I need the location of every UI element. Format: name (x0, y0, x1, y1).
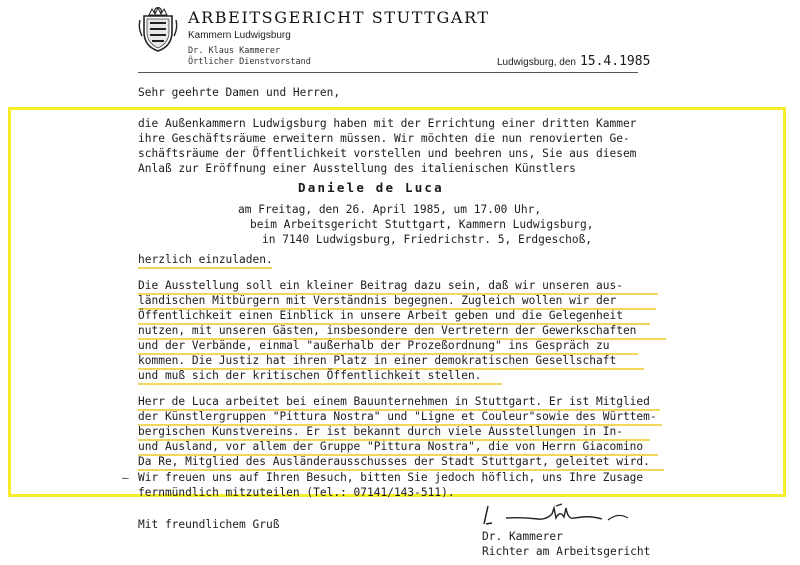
event-line: in 7140 Ludwigsburg, Friedrichstr. 5, Erdgeschoß, (262, 233, 593, 246)
highlight-underline (138, 383, 502, 385)
intro-line: die Außenkammern Ludwigsburg haben mit der Errichtung einer dritten Kammer (138, 117, 637, 130)
signature-title: Richter am Arbeitsgericht (482, 545, 651, 558)
intro-line: schäftsräume der Öffentlichkeit vorstellen und beehren uns, Sie aus diesem (138, 147, 637, 160)
event-line: am Freitag, den 26. April 1985, um 17.00 Uhr, (238, 203, 542, 216)
paragraph3-line: bergischen Kunstvereins. Er ist bekannt durch viele Ausstellungen in In- (138, 425, 623, 438)
judge-name: Dr. Klaus Kammerer (188, 46, 281, 56)
artist-name: Daniele de Luca (298, 180, 444, 195)
judge-role: Örtlicher Dienstvorstand (188, 57, 311, 67)
event-line: beim Arbeitsgericht Stuttgart, Kammern Ludwigsburg, (250, 218, 594, 231)
salutation: Sehr geehrte Damen und Herren, (138, 86, 341, 99)
paragraph2-line: nutzen, mit unseren Gästen, insbesondere den Vertretern der Gewerkschaften (138, 324, 637, 337)
header-rule (138, 72, 638, 73)
letter-date: 15.4.1985 (579, 54, 651, 69)
court-name: ARBEITSGERICHT STUTTGART (188, 8, 490, 27)
paragraph2-line: Die Ausstellung soll ein kleiner Beitrag dazu sein, daß wir unseren aus- (138, 279, 623, 292)
intro-line: Anlaß zur Eröffnung einer Ausstellung des italienischen Künstlers (138, 162, 576, 175)
closing-request-line: Wir freuen uns auf Ihren Besuch, bitten Sie jedoch höflich, uns Ihre Zusage (138, 471, 644, 484)
invite-line: herzlich einzuladen. (138, 253, 273, 266)
paragraph3-line: Herr de Luca arbeitet bei einem Bauunternehmen in Stuttgart. Er ist Mitglied (138, 395, 650, 408)
signature-name: Dr. Kammerer (482, 530, 563, 543)
paragraph2-line: Öffentlichkeit einen Einblick in unsere Arbeit geben und die Gelegenheit (138, 309, 623, 322)
highlight-underline (138, 267, 272, 269)
paragraph2-line: und muß sich der kritischen Öffentlichkeit stellen. (138, 369, 482, 382)
paragraph2-line: und der Verbände, einmal "außerhalb der Prozeßordnung" ins Gespräch zu (138, 339, 610, 352)
chamber-name: Kammern Ludwigsburg (188, 30, 291, 41)
signature-scribble (478, 502, 648, 528)
closing-request-line: fernmündlich mitzuteilen (Tel.: 07141/143-511). (138, 486, 455, 499)
closing-greeting: Mit freundlichem Gruß (138, 518, 280, 531)
paragraph2-line: kommen. Die Justiz hat ihren Platz in einer demokratischen Gesellschaft (138, 354, 617, 367)
paragraph3-line: der Künstlergruppen "Pittura Nostra" und "Ligne et Couleur"sowie des Württem- (138, 410, 657, 423)
paragraph3-line: und Ausland, vor allem der Gruppe "Pittura Nostra", die von Herrn Giacomino (138, 440, 644, 453)
paragraph2-line: ländischen Mitbürgern mit Verständnis begegnen. Zugleich wollen wir der (138, 294, 617, 307)
margin-dash: – (122, 471, 129, 484)
coat-of-arms-icon (138, 6, 178, 52)
paragraph3-line: Da Re, Mitglied des Ausländerausschusses der Stadt Stuttgart, geleitet wird. (138, 455, 650, 468)
intro-line: ihre Geschäftsräume erweitern müssen. Wir möchten die nun renovierten Ge- (138, 132, 630, 145)
place-label: Ludwigsburg, den (497, 57, 576, 68)
place-date (497, 50, 650, 69)
